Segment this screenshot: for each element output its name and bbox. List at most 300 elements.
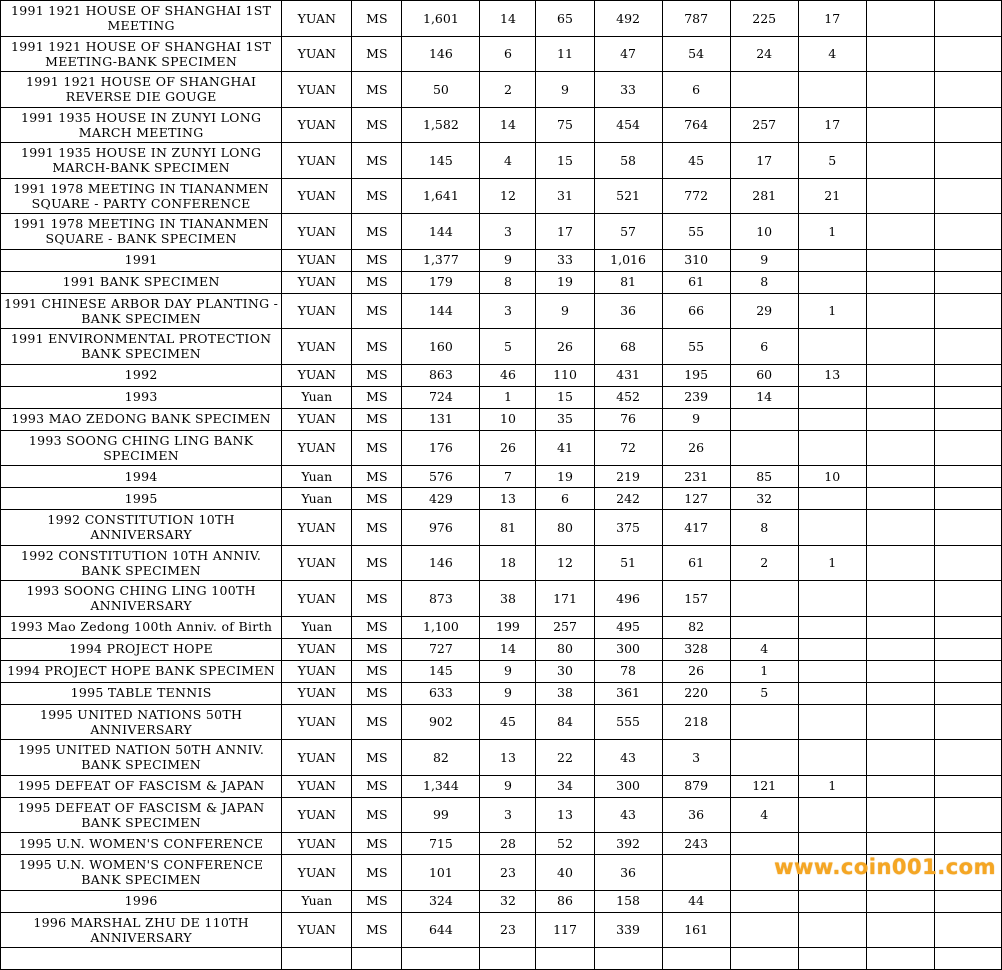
cell-grade-count-7 bbox=[866, 178, 934, 214]
cell-grade-count-3: 300 bbox=[594, 638, 662, 660]
cell-grade-count-8 bbox=[934, 797, 1001, 833]
cell-grade: MS bbox=[352, 704, 402, 740]
table-row bbox=[1, 271, 1002, 293]
cell-grade-count-6: 10 bbox=[798, 466, 866, 488]
cell-grade-count-7 bbox=[866, 912, 934, 948]
cell-grade-count-7 bbox=[866, 430, 934, 466]
cell-grade-count-2: 30 bbox=[536, 660, 594, 682]
cell-grade-count-2: 9 bbox=[536, 293, 594, 329]
cell-grade-count-4: 61 bbox=[662, 545, 730, 581]
table-row bbox=[1, 488, 1002, 510]
cell-grade-count-8 bbox=[934, 271, 1001, 293]
cell-grade-count-2: 13 bbox=[536, 797, 594, 833]
cell-total: 1,582 bbox=[402, 107, 480, 143]
cell-description: 1991 1935 HOUSE IN ZUNYI LONG MARCH MEETING bbox=[1, 107, 282, 143]
table-row bbox=[1, 408, 1002, 430]
cell-grade-count-3: 43 bbox=[594, 740, 662, 776]
cell-grade-count-5: 8 bbox=[730, 510, 798, 546]
cell-grade: MS bbox=[352, 271, 402, 293]
table-row bbox=[1, 329, 1002, 365]
cell-grade-count-4: 45 bbox=[662, 143, 730, 179]
cell-grade-count-5: 60 bbox=[730, 364, 798, 386]
cell-total: 724 bbox=[402, 386, 480, 408]
cell-grade-count-5: 225 bbox=[730, 1, 798, 37]
cell-grade-count-6 bbox=[798, 660, 866, 682]
cell-description: 1993 SOONG CHING LING BANK SPECIMEN bbox=[1, 430, 282, 466]
cell-total: 146 bbox=[402, 545, 480, 581]
cell-grade: MS bbox=[352, 430, 402, 466]
cell-grade-count-1: 2 bbox=[480, 72, 536, 108]
cell-grade-count-4: 218 bbox=[662, 704, 730, 740]
cell-grade-count-6 bbox=[798, 581, 866, 617]
table-row bbox=[1, 682, 1002, 704]
cell-total: 976 bbox=[402, 510, 480, 546]
cell-grade-count-2: 6 bbox=[536, 488, 594, 510]
cell-grade-count-3: 36 bbox=[594, 293, 662, 329]
table-row bbox=[1, 855, 1002, 891]
cell-grade-count-7 bbox=[866, 214, 934, 250]
cell-grade-count-4: 417 bbox=[662, 510, 730, 546]
cell-grade-count-3: 392 bbox=[594, 833, 662, 855]
cell-grade-count-2: 33 bbox=[536, 249, 594, 271]
cell-grade: MS bbox=[352, 660, 402, 682]
cell-denomination: YUAN bbox=[282, 775, 352, 797]
cell-grade-count-2: 34 bbox=[536, 775, 594, 797]
cell-grade-count-5 bbox=[730, 430, 798, 466]
cell-grade: MS bbox=[352, 545, 402, 581]
cell-denomination: YUAN bbox=[282, 660, 352, 682]
cell-denomination: YUAN bbox=[282, 249, 352, 271]
cell-grade-count-8 bbox=[934, 833, 1001, 855]
cell-grade-count-5 bbox=[730, 616, 798, 638]
cell-grade-count-2: 15 bbox=[536, 386, 594, 408]
cell-denomination: YUAN bbox=[282, 271, 352, 293]
cell-grade: MS bbox=[352, 107, 402, 143]
cell-grade-count-8 bbox=[934, 249, 1001, 271]
cell-grade-count-3: 47 bbox=[594, 36, 662, 72]
cell-grade-count-1: 9 bbox=[480, 660, 536, 682]
cell-grade-count-2: 117 bbox=[536, 912, 594, 948]
cell-grade: MS bbox=[352, 488, 402, 510]
cell-grade-count-1: 18 bbox=[480, 545, 536, 581]
cell-grade-count-6 bbox=[798, 948, 866, 970]
table-row bbox=[1, 293, 1002, 329]
cell-total: 160 bbox=[402, 329, 480, 365]
cell-description: 1995 U.N. WOMEN'S CONFERENCE bbox=[1, 833, 282, 855]
table-row bbox=[1, 214, 1002, 250]
table-row bbox=[1, 704, 1002, 740]
cell-grade-count-2: 257 bbox=[536, 616, 594, 638]
cell-grade-count-4: 82 bbox=[662, 616, 730, 638]
cell-grade-count-6 bbox=[798, 833, 866, 855]
cell-denomination: YUAN bbox=[282, 510, 352, 546]
cell-grade-count-2: 26 bbox=[536, 329, 594, 365]
cell-description: 1991 ENVIRONMENTAL PROTECTION BANK SPECIMEN bbox=[1, 329, 282, 365]
cell-grade-count-6 bbox=[798, 430, 866, 466]
cell-grade-count-3: 78 bbox=[594, 660, 662, 682]
cell-grade-count-4 bbox=[662, 855, 730, 891]
cell-denomination: YUAN bbox=[282, 408, 352, 430]
cell-total: 179 bbox=[402, 271, 480, 293]
table-row bbox=[1, 386, 1002, 408]
cell-grade-count-7 bbox=[866, 293, 934, 329]
cell-total: 101 bbox=[402, 855, 480, 891]
cell-grade-count-5: 85 bbox=[730, 466, 798, 488]
cell-denomination: Yuan bbox=[282, 488, 352, 510]
cell-grade: MS bbox=[352, 682, 402, 704]
cell-grade-count-1: 9 bbox=[480, 682, 536, 704]
cell-grade-count-1: 3 bbox=[480, 214, 536, 250]
table-row bbox=[1, 510, 1002, 546]
cell-grade-count-8 bbox=[934, 143, 1001, 179]
cell-grade: MS bbox=[352, 386, 402, 408]
cell-grade-count-8 bbox=[934, 386, 1001, 408]
cell-description: 1992 bbox=[1, 364, 282, 386]
cell-grade-count-5: 8 bbox=[730, 271, 798, 293]
cell-description: 1995 bbox=[1, 488, 282, 510]
cell-grade-count-7 bbox=[866, 660, 934, 682]
cell-grade-count-6 bbox=[798, 249, 866, 271]
cell-grade-count-4: 879 bbox=[662, 775, 730, 797]
cell-grade-count-8 bbox=[934, 740, 1001, 776]
cell-grade: MS bbox=[352, 214, 402, 250]
cell-grade-count-7 bbox=[866, 797, 934, 833]
cell-total: 82 bbox=[402, 740, 480, 776]
cell-grade: MS bbox=[352, 855, 402, 891]
cell-total: 863 bbox=[402, 364, 480, 386]
cell-denomination: Yuan bbox=[282, 386, 352, 408]
table-row bbox=[1, 364, 1002, 386]
table-row bbox=[1, 1, 1002, 37]
cell-description: 1992 CONSTITUTION 10TH ANNIVERSARY bbox=[1, 510, 282, 546]
cell-total: 145 bbox=[402, 660, 480, 682]
cell-grade: MS bbox=[352, 638, 402, 660]
cell-grade-count-5: 281 bbox=[730, 178, 798, 214]
cell-grade: MS bbox=[352, 329, 402, 365]
cell-grade-count-2: 84 bbox=[536, 704, 594, 740]
table-row bbox=[1, 890, 1002, 912]
cell-grade: MS bbox=[352, 249, 402, 271]
cell-grade-count-2: 19 bbox=[536, 466, 594, 488]
cell-grade-count-2: 22 bbox=[536, 740, 594, 776]
cell-grade-count-5: 121 bbox=[730, 775, 798, 797]
cell-grade: MS bbox=[352, 581, 402, 617]
cell-grade-count-3: 58 bbox=[594, 143, 662, 179]
cell-grade-count-5 bbox=[730, 890, 798, 912]
cell-total: 176 bbox=[402, 430, 480, 466]
cell-grade-count-7 bbox=[866, 682, 934, 704]
table-row bbox=[1, 430, 1002, 466]
cell-grade-count-7 bbox=[866, 329, 934, 365]
cell-grade-count-4: 3 bbox=[662, 740, 730, 776]
cell-grade-count-6 bbox=[798, 682, 866, 704]
cell-grade: MS bbox=[352, 364, 402, 386]
cell-grade-count-3: 300 bbox=[594, 775, 662, 797]
cell-grade-count-8 bbox=[934, 948, 1001, 970]
cell-denomination: YUAN bbox=[282, 364, 352, 386]
cell-total: 1,377 bbox=[402, 249, 480, 271]
cell-description: 1991 1935 HOUSE IN ZUNYI LONG MARCH-BANK SPECIMEN bbox=[1, 143, 282, 179]
cell-grade-count-4: 66 bbox=[662, 293, 730, 329]
cell-total: 633 bbox=[402, 682, 480, 704]
cell-grade-count-1: 13 bbox=[480, 740, 536, 776]
cell-grade: MS bbox=[352, 890, 402, 912]
table-row bbox=[1, 545, 1002, 581]
cell-grade-count-8 bbox=[934, 682, 1001, 704]
cell-grade: MS bbox=[352, 740, 402, 776]
cell-grade-count-7 bbox=[866, 408, 934, 430]
cell-grade-count-5: 4 bbox=[730, 797, 798, 833]
cell-denomination: YUAN bbox=[282, 329, 352, 365]
cell-grade-count-7 bbox=[866, 36, 934, 72]
cell-grade-count-6 bbox=[798, 797, 866, 833]
cell-grade-count-8 bbox=[934, 855, 1001, 891]
cell-grade: MS bbox=[352, 775, 402, 797]
cell-grade-count-6 bbox=[798, 408, 866, 430]
cell-grade-count-8 bbox=[934, 660, 1001, 682]
cell-grade-count-1: 1 bbox=[480, 386, 536, 408]
table-row bbox=[1, 775, 1002, 797]
cell-grade-count-7 bbox=[866, 364, 934, 386]
cell-grade-count-4: 55 bbox=[662, 214, 730, 250]
cell-grade-count-7 bbox=[866, 386, 934, 408]
cell-grade-count-5 bbox=[730, 704, 798, 740]
cell-grade-count-6: 17 bbox=[798, 1, 866, 37]
cell-grade bbox=[352, 948, 402, 970]
cell-grade-count-3: 361 bbox=[594, 682, 662, 704]
cell-total: 99 bbox=[402, 797, 480, 833]
cell-grade-count-4: 157 bbox=[662, 581, 730, 617]
cell-grade-count-5: 2 bbox=[730, 545, 798, 581]
cell-grade-count-7 bbox=[866, 638, 934, 660]
cell-grade-count-2: 38 bbox=[536, 682, 594, 704]
cell-total: 644 bbox=[402, 912, 480, 948]
cell-grade: MS bbox=[352, 36, 402, 72]
cell-grade-count-5 bbox=[730, 948, 798, 970]
cell-grade-count-1: 7 bbox=[480, 466, 536, 488]
cell-grade-count-2: 9 bbox=[536, 72, 594, 108]
cell-grade-count-7 bbox=[866, 143, 934, 179]
cell-grade-count-2: 17 bbox=[536, 214, 594, 250]
cell-grade: MS bbox=[352, 833, 402, 855]
cell-grade-count-8 bbox=[934, 616, 1001, 638]
cell-description: 1993 SOONG CHING LING 100TH ANNIVERSARY bbox=[1, 581, 282, 617]
cell-grade-count-1: 8 bbox=[480, 271, 536, 293]
cell-grade-count-3: 454 bbox=[594, 107, 662, 143]
cell-total: 50 bbox=[402, 72, 480, 108]
cell-grade-count-1: 9 bbox=[480, 775, 536, 797]
cell-grade-count-3: 36 bbox=[594, 855, 662, 891]
cell-grade-count-2: 19 bbox=[536, 271, 594, 293]
cell-description: 1995 DEFEAT OF FASCISM & JAPAN bbox=[1, 775, 282, 797]
cell-description: 1991 1921 HOUSE OF SHANGHAI 1ST MEETING-BANK SPECIMEN bbox=[1, 36, 282, 72]
cell-denomination: YUAN bbox=[282, 214, 352, 250]
cell-grade-count-8 bbox=[934, 1, 1001, 37]
cell-grade-count-4: 220 bbox=[662, 682, 730, 704]
cell-grade-count-2: 65 bbox=[536, 1, 594, 37]
cell-grade-count-6: 5 bbox=[798, 143, 866, 179]
cell-total: 1,641 bbox=[402, 178, 480, 214]
cell-grade-count-4: 9 bbox=[662, 408, 730, 430]
cell-denomination: YUAN bbox=[282, 855, 352, 891]
cell-grade-count-6: 13 bbox=[798, 364, 866, 386]
cell-grade-count-1: 14 bbox=[480, 107, 536, 143]
cell-grade-count-3: 158 bbox=[594, 890, 662, 912]
cell-denomination: YUAN bbox=[282, 143, 352, 179]
cell-denomination: YUAN bbox=[282, 704, 352, 740]
cell-total: 324 bbox=[402, 890, 480, 912]
cell-grade-count-6 bbox=[798, 855, 866, 891]
cell-grade-count-3: 431 bbox=[594, 364, 662, 386]
cell-grade-count-7 bbox=[866, 890, 934, 912]
cell-grade-count-7 bbox=[866, 740, 934, 776]
cell-grade-count-3: 43 bbox=[594, 797, 662, 833]
cell-grade-count-7 bbox=[866, 271, 934, 293]
cell-grade-count-3: 452 bbox=[594, 386, 662, 408]
cell-grade-count-1: 3 bbox=[480, 797, 536, 833]
table-row bbox=[1, 36, 1002, 72]
cell-grade-count-8 bbox=[934, 581, 1001, 617]
cell-grade-count-1: 4 bbox=[480, 143, 536, 179]
cell-grade-count-6: 1 bbox=[798, 214, 866, 250]
table-row bbox=[1, 948, 1002, 970]
cell-grade-count-2: 40 bbox=[536, 855, 594, 891]
cell-grade-count-3: 521 bbox=[594, 178, 662, 214]
cell-grade-count-6 bbox=[798, 616, 866, 638]
cell-description: 1992 CONSTITUTION 10TH ANNIV. BANK SPECIMEN bbox=[1, 545, 282, 581]
cell-grade-count-8 bbox=[934, 638, 1001, 660]
cell-description: 1991 BANK SPECIMEN bbox=[1, 271, 282, 293]
cell-grade-count-3: 492 bbox=[594, 1, 662, 37]
cell-grade-count-7 bbox=[866, 704, 934, 740]
cell-grade-count-6: 4 bbox=[798, 36, 866, 72]
cell-grade: MS bbox=[352, 510, 402, 546]
table-row bbox=[1, 616, 1002, 638]
cell-grade: MS bbox=[352, 797, 402, 833]
cell-grade-count-1: 199 bbox=[480, 616, 536, 638]
cell-grade-count-2: 80 bbox=[536, 510, 594, 546]
table-row bbox=[1, 143, 1002, 179]
cell-denomination: YUAN bbox=[282, 740, 352, 776]
table-row bbox=[1, 638, 1002, 660]
cell-grade-count-7 bbox=[866, 545, 934, 581]
cell-grade-count-7 bbox=[866, 488, 934, 510]
cell-grade-count-3: 76 bbox=[594, 408, 662, 430]
cell-denomination: YUAN bbox=[282, 178, 352, 214]
cell-grade: MS bbox=[352, 143, 402, 179]
cell-grade: MS bbox=[352, 178, 402, 214]
cell-denomination: YUAN bbox=[282, 912, 352, 948]
cell-grade-count-5 bbox=[730, 912, 798, 948]
cell-grade-count-1: 9 bbox=[480, 249, 536, 271]
cell-grade-count-1: 14 bbox=[480, 1, 536, 37]
cell-grade: MS bbox=[352, 1, 402, 37]
cell-grade-count-6 bbox=[798, 510, 866, 546]
cell-denomination: YUAN bbox=[282, 36, 352, 72]
cell-denomination: YUAN bbox=[282, 581, 352, 617]
cell-grade-count-2: 12 bbox=[536, 545, 594, 581]
cell-grade: MS bbox=[352, 408, 402, 430]
cell-grade-count-2: 80 bbox=[536, 638, 594, 660]
cell-grade-count-1: 3 bbox=[480, 293, 536, 329]
cell-denomination: YUAN bbox=[282, 1, 352, 37]
cell-total: 144 bbox=[402, 214, 480, 250]
cell-grade-count-1: 45 bbox=[480, 704, 536, 740]
cell-total: 1,601 bbox=[402, 1, 480, 37]
cell-grade-count-7 bbox=[866, 249, 934, 271]
cell-grade-count-3: 219 bbox=[594, 466, 662, 488]
cell-denomination: YUAN bbox=[282, 293, 352, 329]
table-row bbox=[1, 107, 1002, 143]
cell-grade-count-4: 26 bbox=[662, 430, 730, 466]
cell-grade-count-5: 14 bbox=[730, 386, 798, 408]
cell-grade: MS bbox=[352, 72, 402, 108]
cell-grade-count-4: 772 bbox=[662, 178, 730, 214]
cell-grade-count-1: 46 bbox=[480, 364, 536, 386]
cell-grade-count-2: 52 bbox=[536, 833, 594, 855]
cell-grade-count-5 bbox=[730, 72, 798, 108]
cell-grade-count-8 bbox=[934, 912, 1001, 948]
cell-grade-count-5: 5 bbox=[730, 682, 798, 704]
cell-grade-count-7 bbox=[866, 775, 934, 797]
cell-grade-count-6: 1 bbox=[798, 293, 866, 329]
cell-grade-count-8 bbox=[934, 329, 1001, 365]
cell-total: 1,344 bbox=[402, 775, 480, 797]
table-row bbox=[1, 466, 1002, 488]
cell-grade-count-1: 23 bbox=[480, 912, 536, 948]
cell-grade: MS bbox=[352, 466, 402, 488]
cell-denomination: YUAN bbox=[282, 72, 352, 108]
cell-grade-count-5: 257 bbox=[730, 107, 798, 143]
cell-description: 1996 bbox=[1, 890, 282, 912]
cell-grade-count-4: 161 bbox=[662, 912, 730, 948]
cell-grade-count-1: 14 bbox=[480, 638, 536, 660]
cell-grade-count-3: 33 bbox=[594, 72, 662, 108]
table-body bbox=[1, 1, 1002, 970]
cell-total: 576 bbox=[402, 466, 480, 488]
cell-denomination: YUAN bbox=[282, 682, 352, 704]
cell-grade-count-6 bbox=[798, 890, 866, 912]
cell-grade-count-8 bbox=[934, 214, 1001, 250]
cell-grade-count-1: 38 bbox=[480, 581, 536, 617]
cell-grade-count-4: 310 bbox=[662, 249, 730, 271]
cell-grade-count-7 bbox=[866, 466, 934, 488]
table-row bbox=[1, 797, 1002, 833]
cell-grade-count-5: 6 bbox=[730, 329, 798, 365]
cell-grade-count-7 bbox=[866, 833, 934, 855]
cell-denomination: YUAN bbox=[282, 430, 352, 466]
cell-grade-count-3: 81 bbox=[594, 271, 662, 293]
cell-total: 902 bbox=[402, 704, 480, 740]
cell-grade: MS bbox=[352, 616, 402, 638]
cell-grade-count-6 bbox=[798, 72, 866, 108]
cell-grade-count-1: 5 bbox=[480, 329, 536, 365]
cell-grade-count-1: 81 bbox=[480, 510, 536, 546]
cell-total: 146 bbox=[402, 36, 480, 72]
cell-grade-count-1: 28 bbox=[480, 833, 536, 855]
cell-grade-count-2 bbox=[536, 948, 594, 970]
table-row bbox=[1, 660, 1002, 682]
table-row bbox=[1, 581, 1002, 617]
cell-grade-count-5: 17 bbox=[730, 143, 798, 179]
cell-grade-count-4 bbox=[662, 948, 730, 970]
cell-grade-count-3: 495 bbox=[594, 616, 662, 638]
table-row bbox=[1, 833, 1002, 855]
cell-grade-count-4: 239 bbox=[662, 386, 730, 408]
cell-grade-count-3: 375 bbox=[594, 510, 662, 546]
cell-grade-count-4: 55 bbox=[662, 329, 730, 365]
cell-grade-count-8 bbox=[934, 430, 1001, 466]
